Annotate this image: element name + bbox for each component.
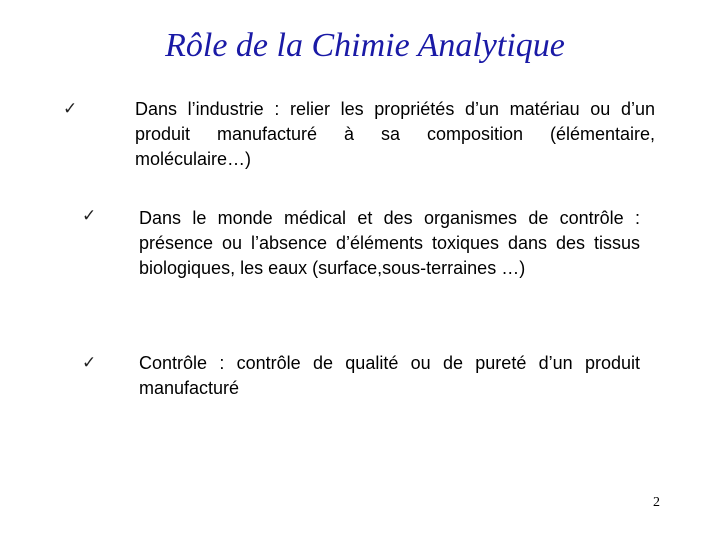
- slide-title: Rôle de la Chimie Analytique: [165, 27, 565, 64]
- check-mark-icon: ✓: [63, 99, 78, 119]
- bullet-text-quality-control: Contrôle : contrôle de qualité ou de pureté d’un produit manufacturé: [139, 353, 640, 398]
- check-mark-icon: ✓: [82, 353, 97, 373]
- bullet-text-medical: Dans le monde médical et des organismes de contrôle : présence ou l’absence d’éléments toxiques dans des tissus biologiques, les eaux (surface,sous-terraines …): [139, 208, 640, 278]
- bullet-text-industry: Dans l’industrie : relier les propriétés d’un matériau ou d’un produit manufacturé à sa composition (élémentaire, moléculaire…): [135, 99, 655, 169]
- page-number: 2: [653, 495, 660, 510]
- check-mark-icon: ✓: [82, 206, 97, 226]
